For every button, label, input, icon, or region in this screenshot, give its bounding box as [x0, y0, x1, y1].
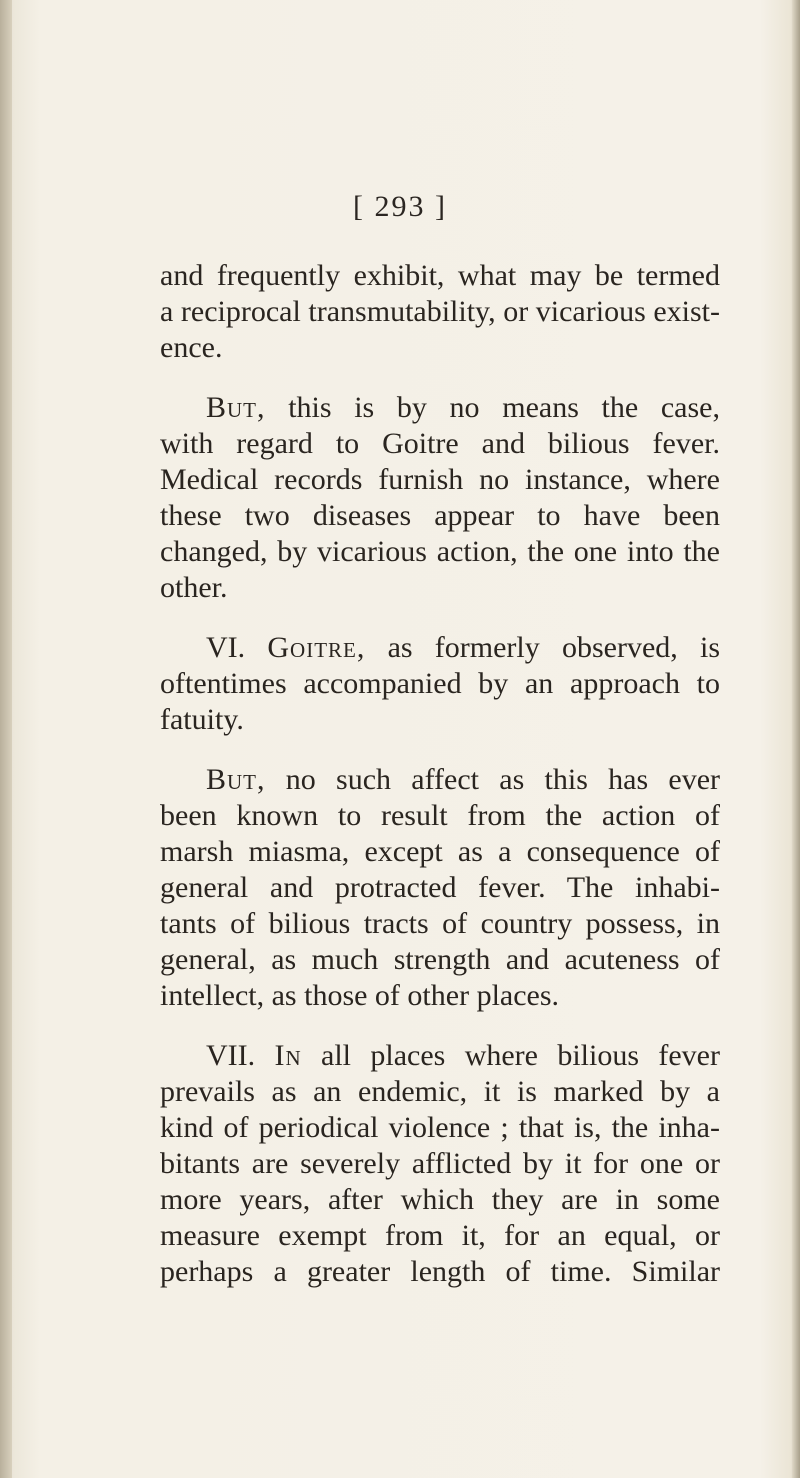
paragraph-2-line-3: Medical records furnish no instance, where [160, 463, 720, 496]
paragraph-2-lead: But, [206, 391, 266, 424]
paragraph-4-line-7: intellect, as those of other places. [160, 979, 560, 1012]
paragraph-4-line-3: marsh miasma, except as a consequence of [160, 835, 720, 868]
paragraph-5-line-1-text: all places where bilious fever [321, 1039, 720, 1072]
paragraph-1-line-1: and frequently exhibit, what may be termed [160, 259, 720, 292]
paragraph-5-line-5: more years, after which they are in some [160, 1183, 720, 1216]
paragraph-2-line-2: with regard to Goitre and bilious fever. [160, 427, 720, 460]
paragraph-5-line-1 [206, 1038, 720, 1074]
paragraph-4-line-1 [206, 762, 720, 798]
paragraph-5-line-4: bitants are severely afflicted by it for one or [160, 1147, 720, 1180]
section-numeral-vii: VII. [206, 1039, 256, 1072]
paragraph-2-line-6: other. [160, 571, 228, 604]
paragraph-1-line-2: a reciprocal transmutability, or vicarious exist- [160, 295, 720, 328]
section-numeral-vi: VI. [206, 631, 246, 664]
paragraph-3-line-3: fatuity. [160, 703, 244, 736]
paragraph-2-line-5: changed, by vicarious action, the one into the [160, 535, 720, 568]
paragraph-4-line-2: been known to result from the action of [160, 799, 720, 832]
paragraph-5-line-6: measure exempt from it, for an equal, or [160, 1219, 720, 1252]
paragraph-1-line-3: ence. [160, 331, 223, 364]
paragraph-4-line-1-text: no such affect as this has ever [285, 763, 721, 796]
paragraph-2-line-1 [206, 390, 720, 426]
paragraph-5-line-7: perhaps a greater length of time. Similar [160, 1255, 720, 1288]
paragraph-4-line-6: general, as much strength and acuteness of [160, 943, 720, 976]
paragraph-4-line-5: tants of bilious tracts of country possess, in [160, 907, 720, 940]
page-number: [ 293 ] [353, 190, 447, 223]
paragraph-3-lead: Goitre, [267, 631, 366, 664]
paragraph-5-line-3: kind of periodical violence ; that is, the inha- [160, 1111, 720, 1144]
paragraph-2-line-4: these two diseases appear to have been [160, 499, 720, 532]
paragraph-2-line-1-text: this is by no means the case, [288, 391, 720, 424]
paragraph-5-lead: In [274, 1039, 302, 1072]
paragraph-3-line-1-text: as formerly observed, is [387, 631, 720, 664]
paragraph-4-lead: But, [206, 763, 266, 796]
paragraph-3-line-1 [206, 630, 720, 666]
paragraph-3-line-2: oftentimes accompanied by an approach to [160, 667, 720, 700]
paragraph-5-line-2: prevails as an endemic, it is marked by a [160, 1075, 720, 1108]
paragraph-4-line-4: general and protracted fever. The inhabi- [160, 871, 720, 904]
